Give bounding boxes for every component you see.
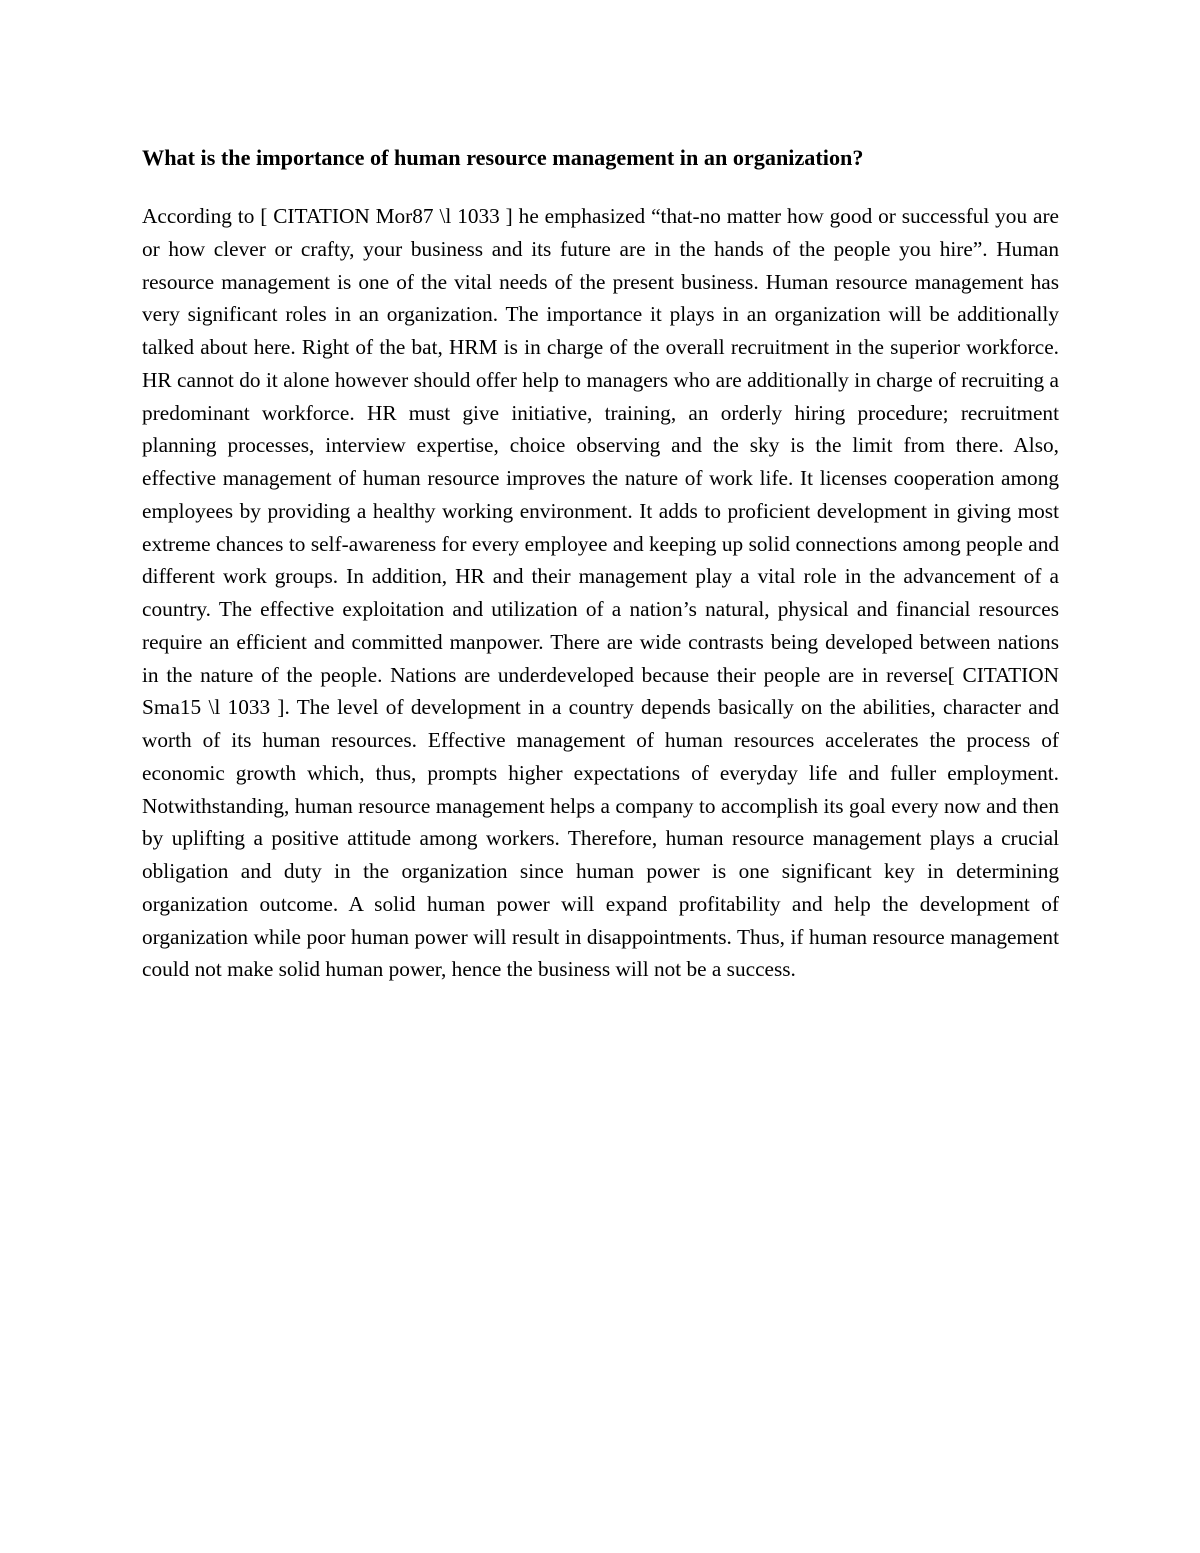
body-paragraph: According to [ CITATION Mor87 \l 1033 ] he emphasized “that-no matter how good or successful you are or how clever or crafty, your business and its future are in the hands of the people you hire”. Human resource management is one of the vital needs of the present business. Human resource management has very significant roles in an organization. The importance it plays in an organization will be additionally talked about here. Right of the bat, HRM is in charge of the overall recruitment in the superior workforce. HR cannot do it alone however should offer help to managers who are additionally in charge of recruiting a predominant workforce. HR must give initiative, training, an orderly hiring procedure; recruitment planning processes, interview expertise, choice observing and the sky is the limit from there. Also, effective management of human resource improves the nature of work life. It licenses cooperation among employees by providing a healthy working environment. It adds to proficient development in giving most extreme chances to self-awareness for every employee and keeping up solid connections among people and different work groups. In addition, HR and their management play a vital role in the advancement of a country. The effective exploitation and utilization of a nation’s natural, physical and financial resources require an efficient and committed manpower. There are wide contrasts being developed between nations in the nature of the people. Nations are underdeveloped because their people are in reverse[ CITATION Sma15 \l 1033 ]. The level of development in a country depends basically on the abilities, character and worth of its human resources. Effective management of human resources accelerates the process of economic growth which, thus, prompts higher expectations of everyday life and fuller employment. Notwithstanding, human resource management helps a company to accomplish its goal every now and then by uplifting a positive attitude among workers. Therefore, human resource management plays a crucial obligation and duty in the organization since human power is one significant key in determining organization outcome. A solid human power will expand profitability and help the development of organization while poor human power will result in disappointments. Thus, if human resource management could not make solid human power, hence the business will not be a success.	[142, 204, 1059, 982]
document-content	[142, 138, 1059, 986]
document-title: What is the importance of human resource management in an organization?	[142, 145, 864, 170]
